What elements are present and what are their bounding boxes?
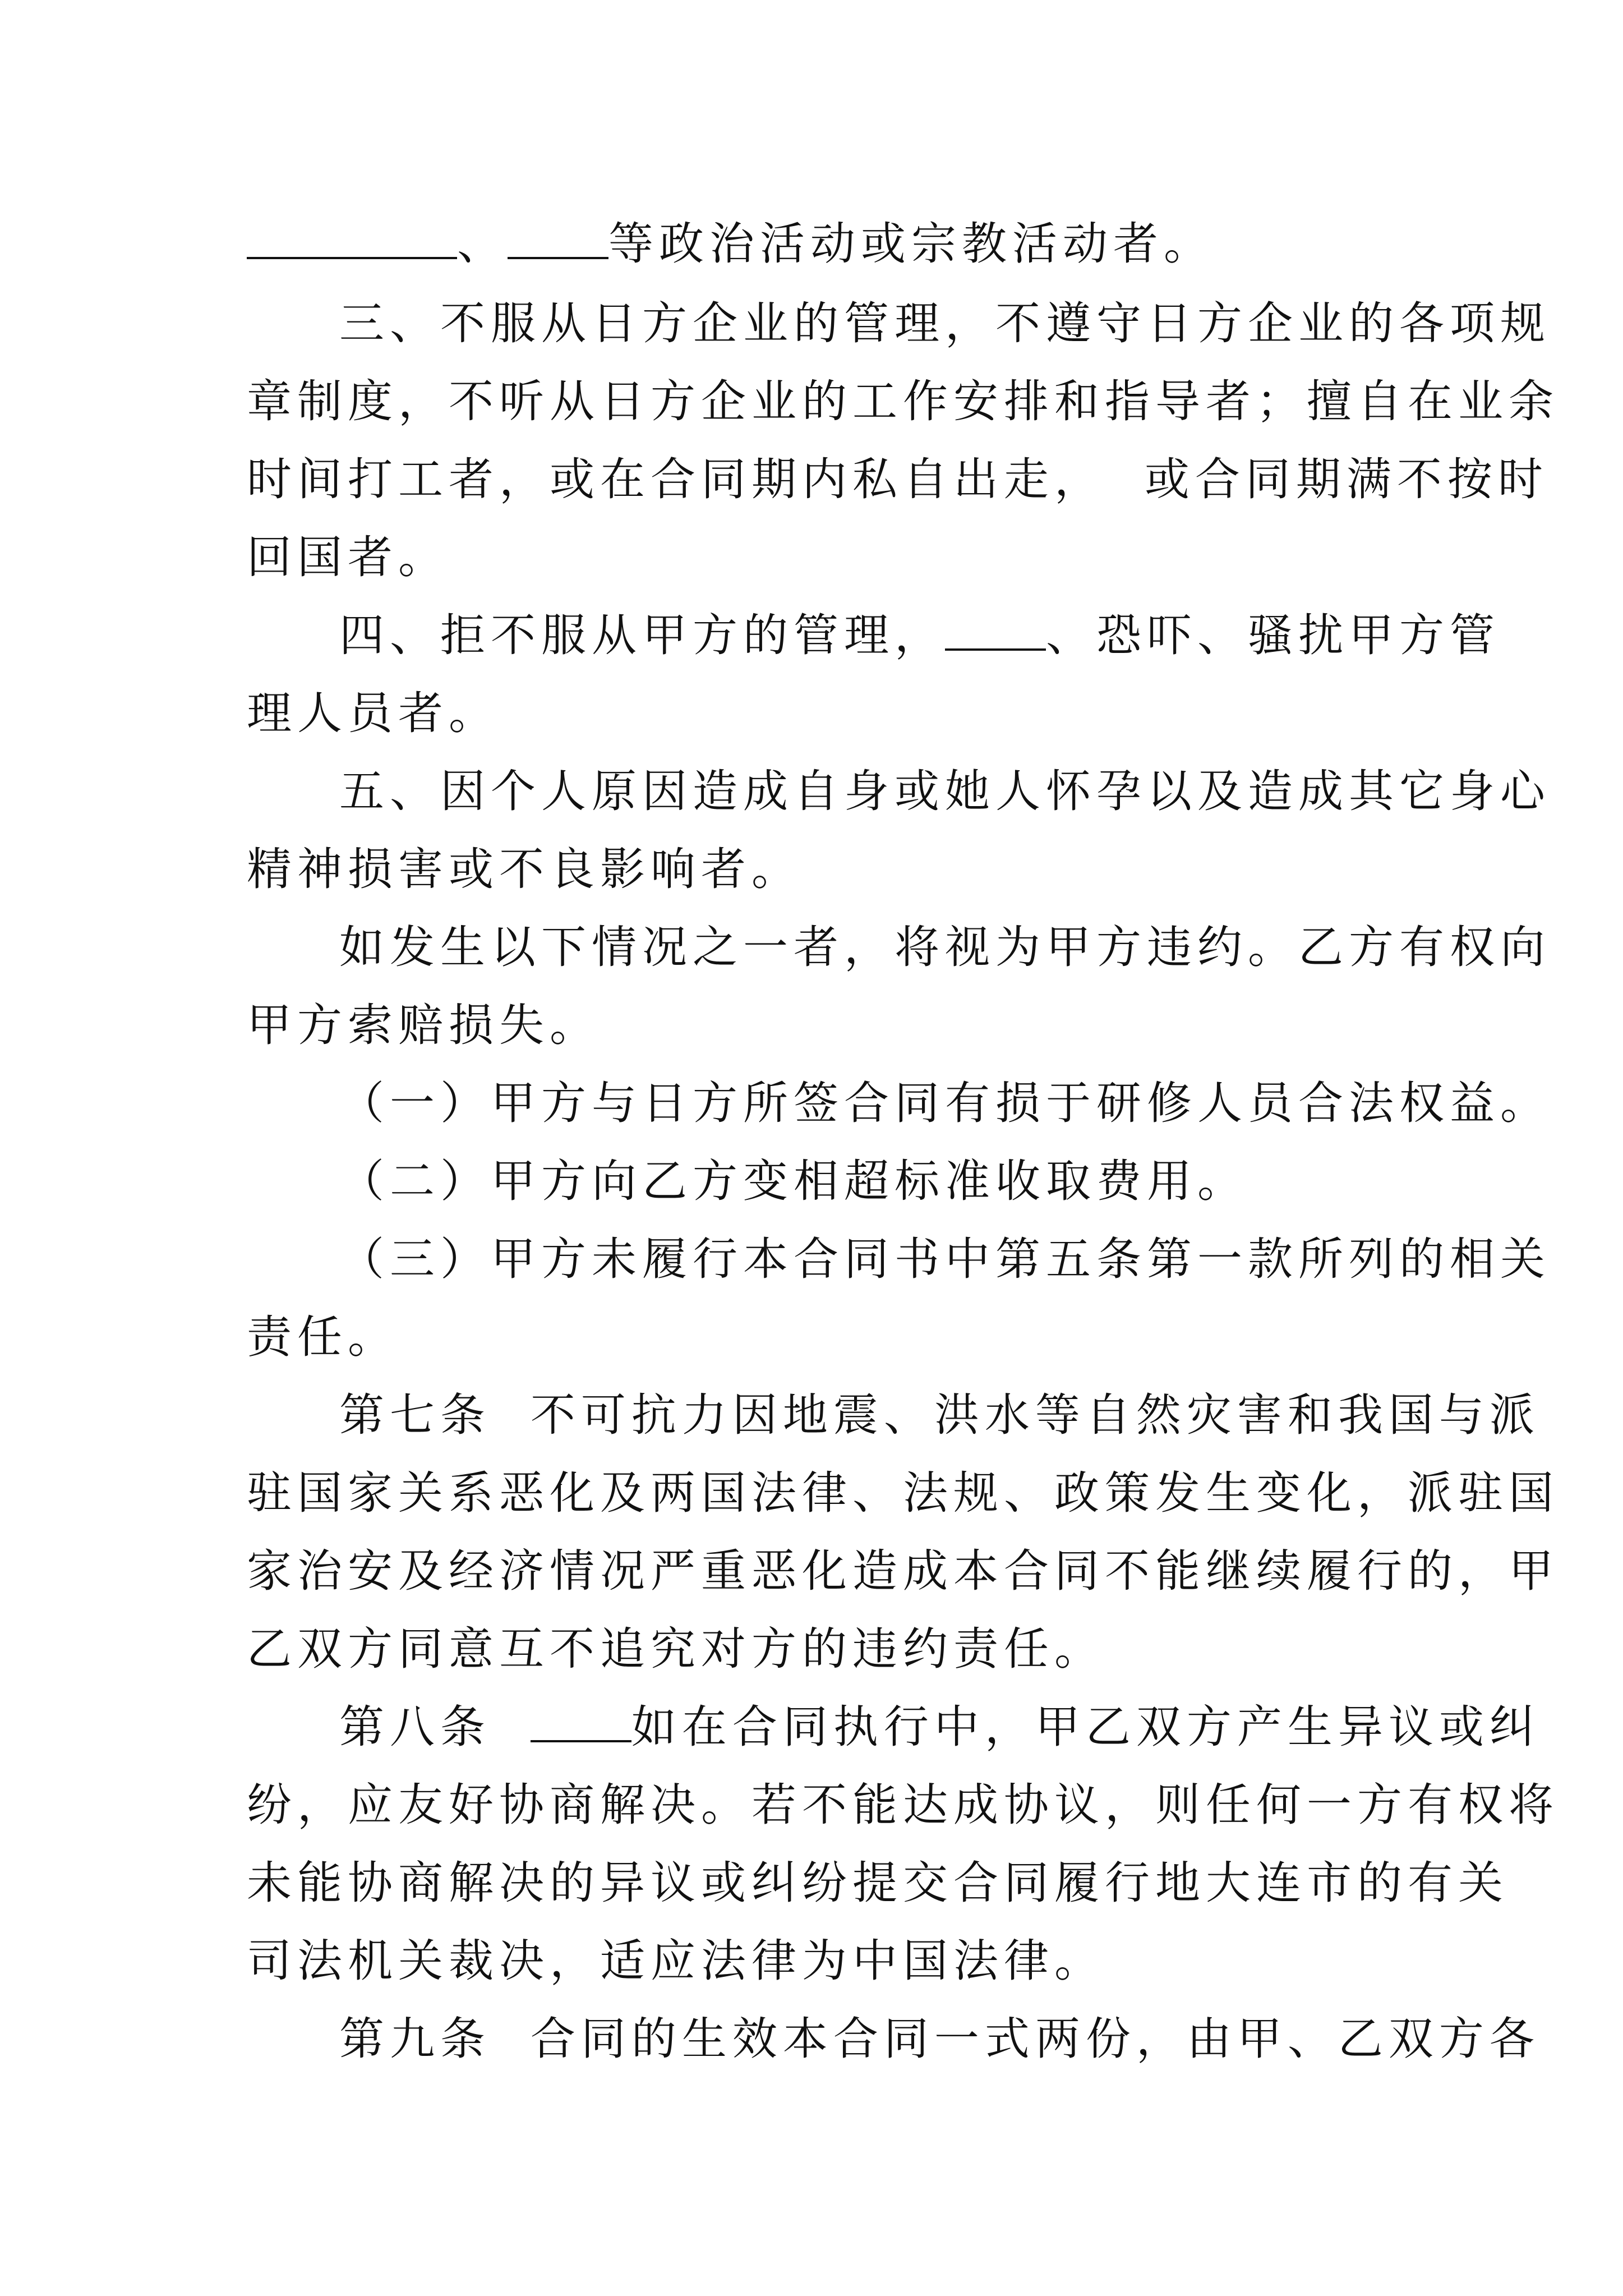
text-line-6 bbox=[339, 608, 1500, 664]
text-line-12: （一）甲方与日方所签合同有损于研修人员合法权益。 bbox=[339, 1077, 1551, 1129]
text-line-23: 司法机关裁决，适应法律为中国法律。 bbox=[247, 1935, 1105, 1987]
text-line-18: 家治安及经济情况严重恶化造成本合同不能继续履行的，甲 bbox=[247, 1545, 1559, 1597]
text-line-9: 精神损害或不良影响者。 bbox=[247, 843, 802, 895]
text-line-24: 第九条 合同的生效本合同一式两份，由甲、乙双方各 bbox=[339, 2013, 1540, 2065]
text-segment: 四、拒不服从甲方的管理， bbox=[339, 609, 945, 661]
text-line-17: 驻国家关系恶化及两国法律、法规、政策发生变化，派驻国 bbox=[247, 1467, 1559, 1519]
fill-in-blank bbox=[531, 1704, 631, 1742]
text-line-14: （三）甲方未履行本合同书中第五条第一款所列的相关 bbox=[339, 1233, 1551, 1285]
text-line-1 bbox=[247, 216, 1214, 272]
text-segment: 、 bbox=[457, 218, 508, 270]
fill-in-blank bbox=[508, 221, 608, 259]
text-line-15: 责任。 bbox=[247, 1311, 398, 1363]
text-segment: 等政治活动或宗教活动者。 bbox=[608, 218, 1214, 270]
text-segment: 、恐吓、骚扰甲方管 bbox=[1046, 609, 1500, 661]
text-line-7: 理人员者。 bbox=[247, 687, 499, 739]
text-line-11: 甲方索赔损失。 bbox=[247, 999, 600, 1051]
text-line-4: 时间打工者，或在合同期内私自出走， 或合同期满不按时 bbox=[247, 453, 1548, 505]
text-line-16: 第七条 不可抗力因地震、洪水等自然灾害和我国与派 bbox=[339, 1389, 1540, 1441]
text-line-3: 章制度，不听从日方企业的工作安排和指导者；擅自在业余 bbox=[247, 375, 1559, 427]
fill-in-blank bbox=[247, 221, 457, 259]
text-line-21: 纷，应友好协商解决。若不能达成协议，则任何一方有权将 bbox=[247, 1779, 1559, 1831]
fill-in-blank bbox=[945, 613, 1046, 651]
text-line-13: （二）甲方向乙方变相超标准收取费用。 bbox=[339, 1155, 1248, 1207]
text-line-2: 三、不服从日方企业的管理，不遵守日方企业的各项规 bbox=[339, 297, 1551, 349]
text-line-22: 未能协商解决的异议或纠纷提交合同履行地大连市的有关 bbox=[247, 1857, 1509, 1909]
text-line-5: 回国者。 bbox=[247, 531, 449, 583]
text-line-19: 乙双方同意互不追究对方的违约责任。 bbox=[247, 1623, 1105, 1675]
text-line-10: 如发生以下情况之一者，将视为甲方违约。乙方有权向 bbox=[339, 921, 1551, 973]
text-segment: 第八条 bbox=[339, 1701, 531, 1753]
text-line-20 bbox=[339, 1699, 1540, 1755]
text-line-8: 五、因个人原因造成自身或她人怀孕以及造成其它身心 bbox=[339, 765, 1551, 817]
text-segment: 如在合同执行中，甲乙双方产生异议或纠 bbox=[631, 1701, 1540, 1753]
